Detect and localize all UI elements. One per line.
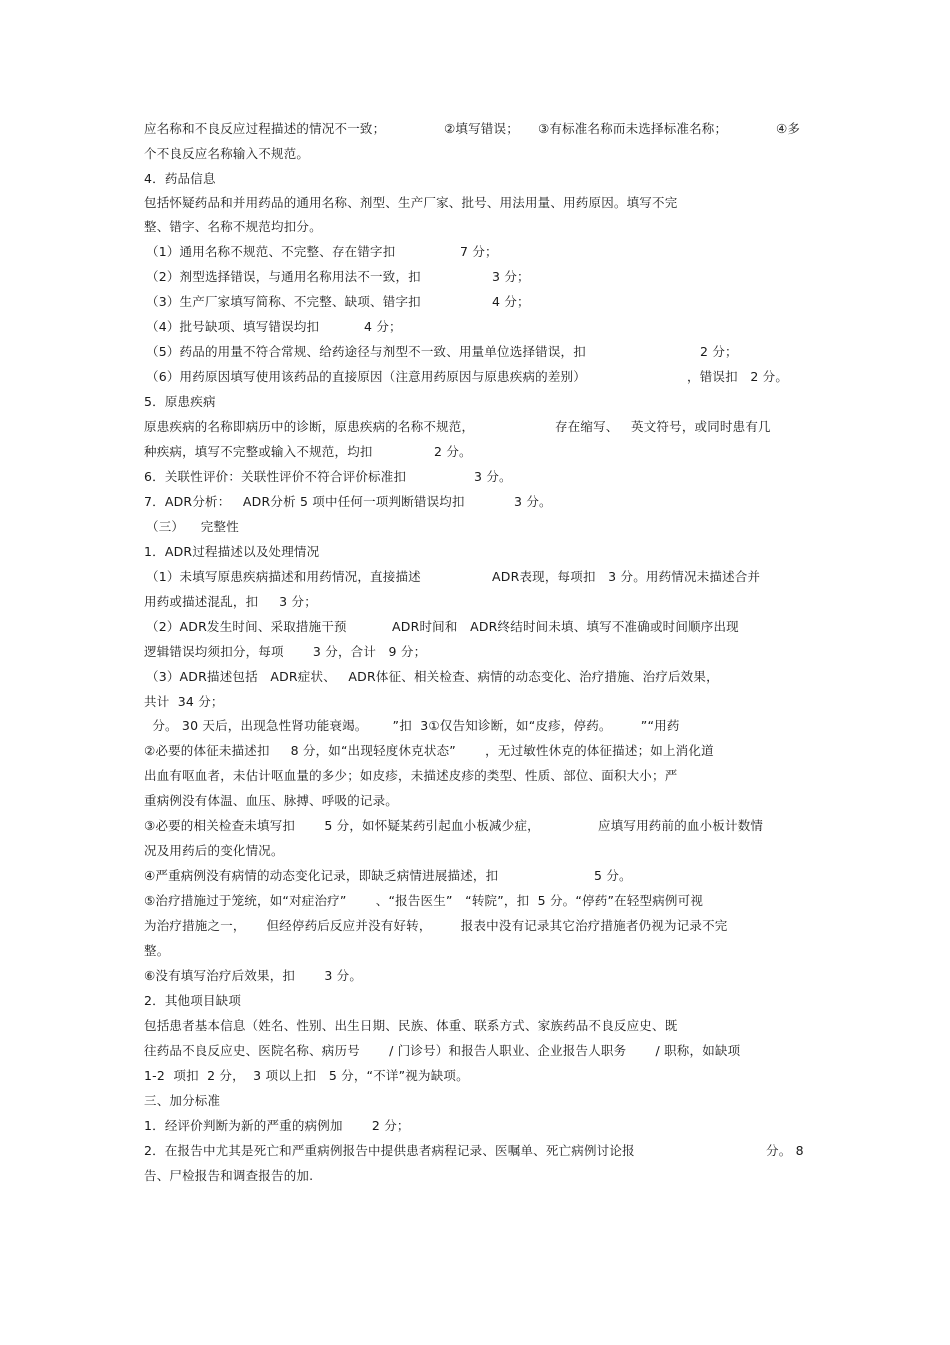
- text-line: [144, 966, 362, 986]
- text-line: [144, 916, 727, 936]
- text-line-main: 用药或描述混乱，扣 3 分；: [144, 594, 317, 609]
- text-line-main: （3）ADR描述包括 ADR症状、 ADR体征、相关检查、病情的动态变化、治疗措施、治疗后效果，: [146, 669, 719, 684]
- text-line: [146, 342, 738, 362]
- text-line-main: 重病例没有体温、血压、脉搏、呼吸的记录。: [144, 793, 399, 808]
- text-line: [144, 841, 284, 861]
- text-line: [144, 1041, 740, 1061]
- text-line: [146, 267, 530, 287]
- text-line-main: 三、加分标准: [144, 1093, 221, 1108]
- text-line: [144, 816, 764, 836]
- text-line: [144, 119, 801, 139]
- text-line-main: ⑤治疗措施过于笼统，如“对症治疗” 、“报告医生” “转院”，扣 5 分。“停药”在轻型病例可视: [144, 893, 704, 908]
- text-line: [146, 567, 761, 587]
- text-line-segment: 分。 8: [766, 1143, 804, 1158]
- text-line-segment: 4 分；: [492, 294, 530, 309]
- text-line-segment: 7 分；: [460, 244, 498, 259]
- text-line: [146, 242, 498, 262]
- text-line-segment: 3 分。: [514, 494, 552, 509]
- text-line: [144, 1141, 804, 1161]
- text-line-main: （5）药品的用量不符合常规、给药途径与剂型不一致、用量单位选择错误，扣: [146, 344, 586, 359]
- text-line-main: 应名称和不良反应过程描述的情况不一致；: [144, 121, 386, 136]
- text-line-main: 逻辑错误均须扣分，每项 3 分，合计 9 分；: [144, 644, 427, 659]
- text-line: [144, 193, 677, 213]
- text-line-segment: 2 分；: [700, 344, 738, 359]
- text-line-segment: 3 分；: [492, 269, 530, 284]
- text-line: [144, 891, 703, 911]
- text-line-main: 个不良反应名称输入不规范。: [144, 146, 310, 161]
- text-line-segment: 存在缩写、 英文符号，或同时患有几: [555, 419, 771, 434]
- text-line-main: 6．关联性评价：关联性评价不符合评价标准扣: [144, 469, 407, 484]
- text-line-segment: ADR表现，每项扣 3 分。用药情况未描述合并: [492, 569, 761, 584]
- text-line: [144, 766, 677, 786]
- text-line: [144, 692, 224, 712]
- text-line-main: 原患疾病的名称即病历中的诊断，原患疾病的名称不规范，: [144, 419, 475, 434]
- text-line: [144, 417, 771, 437]
- text-line-main: 种疾病，填写不完整或输入不规范，均扣: [144, 444, 373, 459]
- text-line-main: 出血有呕血者，未估计呕血量的多少；如皮疹，未描述皮疹的类型、性质、部位、面积大小；严: [144, 768, 678, 783]
- text-line-main: 整。: [144, 943, 170, 958]
- text-line-main: 1-2 项扣 2 分， 3 项以上扣 5 分，“不详”视为缺项。: [144, 1068, 469, 1083]
- text-line: [144, 941, 169, 961]
- text-line-main: （2）ADR发生时间、采取措施干预: [146, 619, 347, 634]
- text-line: [144, 1091, 220, 1111]
- text-line: [144, 716, 680, 736]
- text-line-segment: ADR时间和 ADR终结时间未填、填写不准确或时间顺序出现: [392, 619, 739, 634]
- text-line-main: （1）未填写原患疾病描述和用药情况，直接描述: [146, 569, 421, 584]
- text-line-main: 1．经评价判断为新的严重的病例加 2 分；: [144, 1118, 410, 1133]
- text-line: [146, 617, 739, 637]
- text-line-main: 整、错字、名称不规范均扣分。: [144, 219, 322, 234]
- text-line-main: 况及用药后的变化情况。: [144, 843, 284, 858]
- text-line: [144, 991, 241, 1011]
- text-line-segment: ③有标准名称而未选择标准名称；: [538, 121, 728, 136]
- text-line: [144, 169, 216, 189]
- text-line-main: （1）通用名称不规范、不完整、存在错字扣: [146, 244, 396, 259]
- text-line-main: （三） 完整性: [146, 519, 239, 534]
- text-line-main: 往药品不良反应史、医院名称、病历号 / 门诊号）和报告人职业、企业报告人职务 / 职称，如缺项: [144, 1043, 741, 1058]
- text-line: [144, 442, 472, 462]
- text-line: [144, 217, 322, 237]
- text-line-main: 2．在报告中尤其是死亡和严重病例报告中提供患者病程记录、医嘱单、死亡病例讨论报: [144, 1143, 635, 1158]
- text-line-main: 分。 30 天后，出现急性肾功能衰竭。 ”扣 3①仅告知诊断，如“皮疹，停药。 ”“用药: [144, 718, 680, 733]
- text-line: [146, 317, 402, 337]
- text-line-segment: ，错误扣 2 分。: [687, 369, 789, 384]
- text-line: [144, 542, 319, 562]
- text-line-main: ③必要的相关检查未填写扣 5 分，如怀疑某药引起血小板减少症，: [144, 818, 540, 833]
- text-line: [144, 467, 512, 487]
- text-line: [144, 642, 426, 662]
- text-line: [146, 667, 719, 687]
- text-line-main: （2）剂型选择错误，与通用名称用法不一致，扣: [146, 269, 421, 284]
- text-line-main: ⑥没有填写治疗后效果，扣 3 分。: [144, 968, 363, 983]
- text-line: [144, 866, 632, 886]
- text-line-main: 共计 34 分；: [144, 694, 224, 709]
- text-line: [144, 592, 317, 612]
- text-line-main: 5．原患疾病: [144, 394, 216, 409]
- text-line-main: 4．药品信息: [144, 171, 216, 186]
- text-line: [144, 392, 216, 412]
- text-line-segment: 3 分。: [474, 469, 512, 484]
- text-line-main: （6）用药原因填写使用该药品的直接原因（注意用药原因与原患疾病的差别）: [146, 369, 586, 384]
- text-line-main: （4）批号缺项、填写错误均扣: [146, 319, 320, 334]
- text-line: [144, 1016, 677, 1036]
- text-line: [146, 517, 239, 537]
- text-line: [144, 144, 309, 164]
- text-line-segment: 应填写用药前的血小板计数情: [598, 818, 764, 833]
- text-line-main: 包括患者基本信息（姓名、性别、出生日期、民族、体重、联系方式、家族药品不良反应史、既: [144, 1018, 678, 1033]
- text-line-main: 2．其他项目缺项: [144, 993, 242, 1008]
- text-line: [144, 1166, 313, 1186]
- text-line-segment: ④多: [776, 121, 801, 136]
- text-line-main: 为治疗措施之一， 但经停药后反应并没有好转， 报表中没有记录其它治疗措施者仍视为记录不完: [144, 918, 728, 933]
- text-line-main: 7．ADR分析： ADR分析 5 项中任何一项判断错误均扣: [144, 494, 465, 509]
- text-line-main: 包括怀疑药品和并用药品的通用名称、剂型、生产厂家、批号、用法用量、用药原因。填写不完: [144, 195, 678, 210]
- text-line: [146, 292, 530, 312]
- text-line-segment: 5 分。: [594, 868, 632, 883]
- text-line: [146, 367, 789, 387]
- text-line: [144, 1066, 469, 1086]
- text-line: [144, 492, 552, 512]
- text-line: [144, 741, 714, 761]
- text-line-main: ②必要的体征未描述扣 8 分，如“出现轻度休克状态” ，无过敏性休克的体征描述；如上消化道: [144, 743, 714, 758]
- text-line-main: ④严重病例没有病情的动态变化记录，即缺乏病情进展描述，扣: [144, 868, 499, 883]
- text-line-main: 告、尸检报告和调查报告的加.: [144, 1168, 314, 1183]
- text-line: [144, 1116, 410, 1136]
- text-line-main: （3）生产厂家填写简称、不完整、缺项、错字扣: [146, 294, 421, 309]
- text-line-segment: ②填写错误；: [444, 121, 519, 136]
- text-line-segment: 4 分；: [364, 319, 402, 334]
- text-line: [144, 791, 398, 811]
- text-line-main: 1．ADR过程描述以及处理情况: [144, 544, 320, 559]
- text-line-segment: 2 分。: [434, 444, 472, 459]
